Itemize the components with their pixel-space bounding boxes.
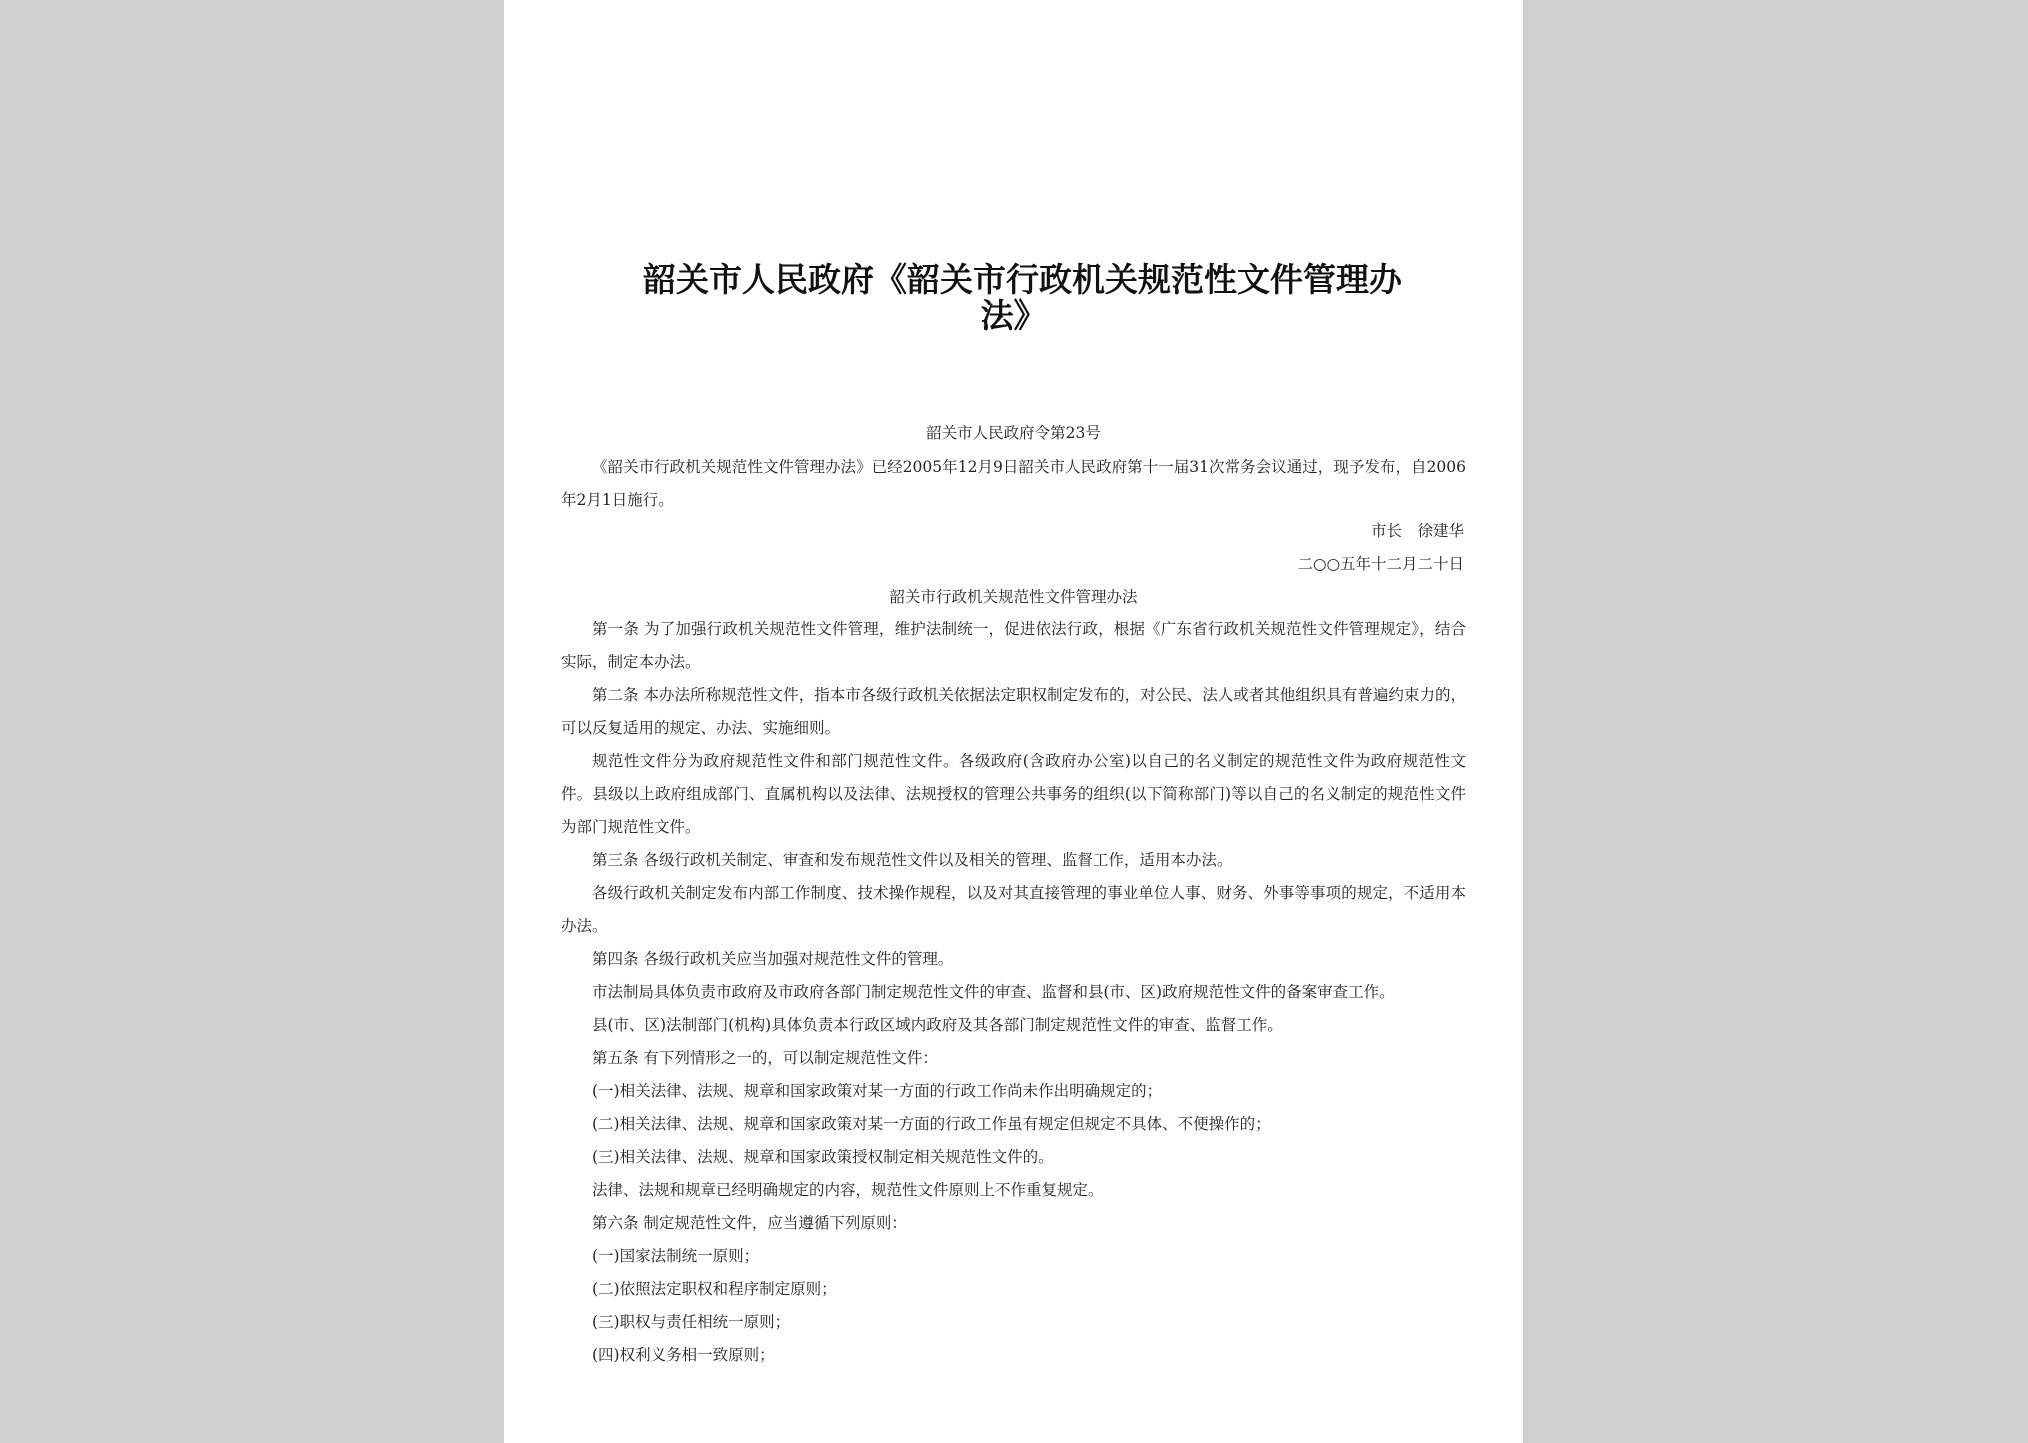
- document-page: [504, 0, 1523, 1443]
- paragraph: (三)相关法律、法规、规章和国家政策授权制定相关规范性文件的。: [592, 1148, 1054, 1166]
- paragraph: 第六条 制定规范性文件，应当遵循下列原则：: [592, 1214, 907, 1232]
- paragraph: 第一条 为了加强行政机关规范性文件管理，维护法制统一，促进依法行政，根据《广东省行政机关规范性文件管理规定》，结合实际，制定本办法。: [561, 620, 1466, 671]
- paragraph: 市法制局具体负责市政府及市政府各部门制定规范性文件的审查、监督和县(市、区)政府规范性文件的备案审查工作。: [592, 983, 1395, 1001]
- paragraph: 第四条 各级行政机关应当加强对规范性文件的管理。: [592, 950, 954, 968]
- paragraph: 县(市、区)法制部门(机构)具体负责本行政区域内政府及其各部门制定规范性文件的审查、监督工作。: [592, 1016, 1283, 1034]
- document-title: [504, 262, 1523, 334]
- document-subtitle: 韶关市行政机关规范性文件管理办法: [889, 588, 1138, 606]
- paragraph: (二)相关法律、法规、规章和国家政策对某一方面的行政工作虽有规定但规定不具体、不便操作的；: [592, 1115, 1271, 1133]
- decree-text: 《韶关市行政机关规范性文件管理办法》已经2005年12月9日韶关市人民政府第十一届31次常务会议通过，现予发布，自2006年2月1日施行。: [561, 458, 1466, 509]
- paragraph: 法律、法规和规章已经明确规定的内容，规范性文件原则上不作重复规定。: [592, 1181, 1104, 1199]
- paragraph: 各级行政机关制定发布内部工作制度、技术操作规程，以及对其直接管理的事业单位人事、财务、外事等事项的规定，不适用本办法。: [561, 884, 1466, 935]
- paragraph: 第二条 本办法所称规范性文件，指本市各级行政机关依据法定职权制定发布的，对公民、法人或者其他组织具有普遍约束力的，可以反复适用的规定、办法、实施细则。: [561, 686, 1466, 737]
- paragraph: (二)依照法定职权和程序制定原则；: [592, 1280, 837, 1298]
- document-body: [561, 613, 1466, 1372]
- paragraph: 第五条 有下列情形之一的，可以制定规范性文件：: [592, 1049, 938, 1067]
- paragraph: (一)国家法制统一原则；: [592, 1247, 760, 1265]
- paragraph: (一)相关法律、法规、规章和国家政策对某一方面的行政工作尚未作出明确规定的；: [592, 1082, 1163, 1100]
- paragraph: 规范性文件分为政府规范性文件和部门规范性文件。各级政府(含政府办公室)以自己的名义制定的规范性文件为政府规范性文件。县级以上政府组成部门、直属机构以及法律、法规授权的管理公共事务的组织(以下简称部门)等以自己的名义制定的规范性文件为部门规范性文件。: [561, 752, 1466, 836]
- order-number: 韶关市人民政府令第23号: [926, 424, 1101, 442]
- signer: 市长 徐建华: [1370, 522, 1464, 540]
- title-line-1: 韶关市人民政府《韶关市行政机关规范性文件管理办: [643, 260, 1402, 299]
- decree-text-block: [561, 451, 1466, 517]
- paragraph: (四)权利义务相一致原则；: [592, 1346, 775, 1364]
- title-line-2: 法》: [980, 296, 1047, 335]
- signing-date: 二○○五年十二月二十日: [1297, 555, 1464, 573]
- paragraph: (三)职权与责任相统一原则；: [592, 1313, 791, 1331]
- paragraph: 第三条 各级行政机关制定、审查和发布规范性文件以及相关的管理、监督工作，适用本办法。: [592, 851, 1233, 869]
